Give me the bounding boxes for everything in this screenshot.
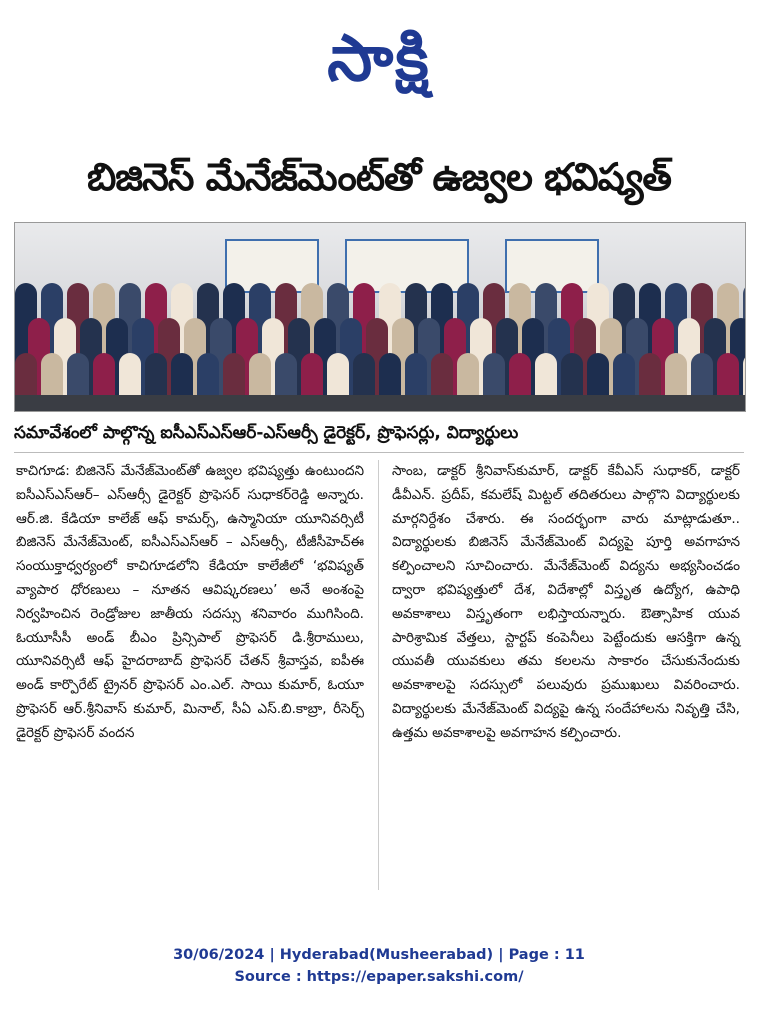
photo-caption: సమావేశంలో పాల్గొన్న ఐసీఎస్ఎస్ఆర్-ఎస్ఆర్సీ డైరెక్టర్, ప్రొఫెసర్లు, విద్యార్థులు (14, 423, 519, 443)
caption-rule (14, 452, 744, 453)
sakshi-logo: సాక్షి (327, 22, 431, 96)
masthead (0, 14, 758, 104)
footer-source-line: Source : https://epaper.sakshi.com/ (234, 969, 524, 985)
article-column-left (16, 460, 364, 746)
footer-date-line: 30/06/2024 | Hyderabad(Musheerabad) | Page : 11 (173, 947, 585, 963)
footer (0, 944, 758, 988)
group-photo (14, 222, 746, 412)
article-text-left: కాచిగూడ: బిజినెస్ మేనేజ్‌మెంట్‌తో ఉజ్వల భవిష్యత్తు ఉంటుందని ఐసీఎస్ఎస్ఆర్– ఎస్ఆర్సీ డైరెక్టర్ ప్రొఫెసర్ సుధాకర్‌రెడ్డి అన్నారు. ఆర్.జి. కేడియా కాలేజ్ ఆఫ్ కామర్స్, ఉస్మానియా యూనివర్సిటీ బిజినెస్ మేనేజ్‌మెంట్, ఐసీఎస్ఎస్ఆర్ – ఎస్ఆర్సీ, టీజీసీహెచ్ఈ సంయుక్తాధ్వర్యంలో కాచిగూడలోని కేడియా కాలేజీలో ‘భవిష్యత్ వ్యాపార ధోరణులు – నూతన ఆవిష్కరణలు’ అనే అంశంపై నిర్వహించిన రెండ్రోజుల జాతీయ సదస్సు శనివారం ముగిసింది. ఓయూసీసీ అండ్ బీఎం ప్రిన్సిపాల్ ప్రొఫెసర్ డి.శ్రీరాములు, యూనివర్సిటీ ఆఫ్ హైదరాబాద్ ప్రొఫెసర్ చేతన్ శ్రీవాస్తవ, ఐపీఈ అండ్ కార్పొరేట్ ట్రైనర్ ప్రొఫెసర్ ఎం.ఎల్. సాయి కుమార్, ఓయూ ప్రొఫెసర్ ఆర్.శ్రీనివాస్ కుమార్, మినాల్, సీఏ ఎస్.బి.కాబ్రా, రీసెర్చ్ డైరెక్టర్ ప్రొఫెసర్ వందన (16, 463, 364, 741)
headline: బిజినెస్ మేనేజ్‌మెంట్‌తో ఉజ్వల భవిష్యత్ (87, 155, 671, 199)
article-column-right (392, 460, 740, 746)
article-text-right: సాంబ, డాక్టర్ శ్రీనివాస్‌కుమార్, డాక్టర్ కేవీఎస్ సుధాకర్, డాక్టర్ డీవీఎన్. ప్రదీప్, కమలేష్ మిట్టల్ తదితరులు పాల్గొని విద్యార్థులకు మార్గనిర్దేశం చేశారు. ఈ సందర్భంగా వారు మాట్లాడుతూ.. విద్యార్థులకు బిజినెస్ మేనేజ్‌మెంట్ విద్యపై పూర్తి అవగాహన కల్పించాలని సూచించారు. మేనేజ్‌మెంట్ విద్యను అభ్యసించడం ద్వారా భవిష్యత్తులో దేశ, విదేశాల్లో విస్తృత ఉద్యోగ, ఉపాధి అవకాశాలు విస్తృతంగా లభిస్తాయన్నారు. ఔత్సాహిక యువ పారిశ్రామిక వేత్తలు, స్టార్టప్ కంపెనీలు పెట్టేందుకు ఆసక్తిగా ఉన్న యువతీ యువకులు తమ కలలను సాకారం చేసుకునేందుకు అవకాశాలపై సదస్సులో పలువురు ప్రముఖులు వివరించారు. విద్యార్థులకు మేనేజ్‌మెంట్ విద్యపై ఉన్న సందేహాలను నివృత్తి చేసి, ఉత్తమ అవకాశాలపై అవగాహన కల్పించారు. (392, 463, 740, 741)
column-divider (378, 460, 379, 890)
photo-floor (15, 395, 745, 411)
